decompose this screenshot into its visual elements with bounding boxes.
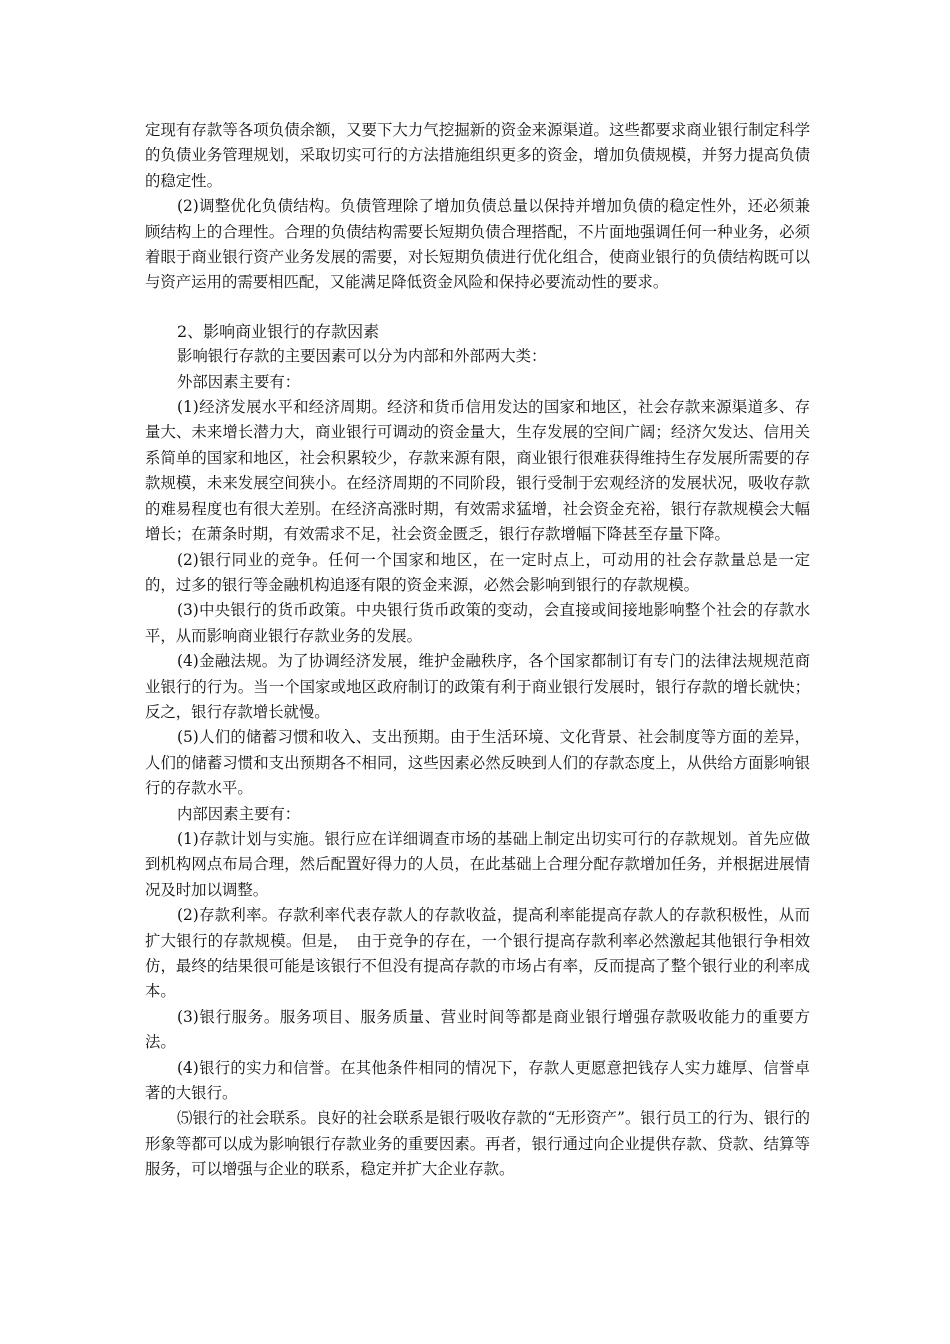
paragraph-external-5: (5)人们的储蓄习惯和收入、支出预期。由于生活环境、文化背景、社会制度等方面的差异，人们的储蓄习惯和支出预期各不相同，这些因素必然反映到人们的存款态度上，从供给方面影响银行的存款水平。 [145,728,810,798]
paragraph-factors-intro: 影响银行存款的主要因素可以分为内部和外部两大类： [177,347,547,366]
paragraph-internal-2: (2)存款利率。存款利率代表存款人的存款收益，提高利率能提高存款人的存款积极性，从而扩大银行的存款规模。但是， 由于竞争的存在，一个银行提高存款利率必然激起其他银行争相效仿，最终的结果很可能是该银行不但没有提高存款的市场占有率，反而提高了整个银行业的利率成本。 [145,906,810,1001]
paragraph-internal-3: (3)银行服务。服务项目、服务质量、营业时间等都是商业银行增强存款吸收能力的重要方法。 [145,1007,810,1052]
paragraph-external-4: (4)金融法规。为了协调经济发展，维护金融秩序，各个国家都制订有专门的法律法规规范商业银行的行为。当一个国家或地区政府制订的政策有利于商业银行发展时，银行存款的增长就快；反之，银行存款增长就慢。 [145,652,810,721]
section-heading-deposit-factors: 2、影响商业银行的存款因素 [177,321,380,341]
paragraph-internal-5: ⑸银行的社会联系。良好的社会联系是银行吸收存款的“无形资产”。银行员工的行为、银行的形象等都可以成为影响银行存款业务的重要因素。再者，银行通过向企业提供存款、贷款、结算等服务，可以增强与企业的联系，稳定并扩大企业存款。 [145,1109,810,1179]
paragraph-external-1: (1)经济发展水平和经济周期。经济和货币信用发达的国家和地区，社会存款来源渠道多、存量大、未来增长潜力大，商业银行可调动的资金量大，生存发展的空间广阔；经济欠发达、信用关系简单的国家和地区，社会积累较少，存款来源有限，商业银行很难获得维持生存发展所需要的存款规模，未来发展空间狭小。在经济周期的不同阶段，银行受制于宏观经济的发展状况，吸收存款的难易程度也有很大差别。在经济高涨时期，有效需求猛增，社会资金充裕，银行存款规模会大幅增长；在萧条时期，有效需求不足，社会资金匮乏，银行存款增幅下降甚至存量下降。 [145,398,810,544]
paragraph-internal-4: (4)银行的实力和信誉。在其他条件相同的情况下，存款人更愿意把钱存人实力雄厚、信誉卓著的大银行。 [145,1058,810,1103]
paragraph-external-2: (2)银行同业的竞争。任何一个国家和地区，在一定时点上，可动用的社会存款量总是一定的，过多的银行等金融机构追逐有限的资金来源，必然会影响到银行的存款规模。 [145,550,810,594]
paragraph-optimize-liability-structure: (2)调整优化负债结构。负债管理除了增加负债总量以保持并增加负债的稳定性外，还必须兼顾结构上的合理性。合理的负债结构需要长短期负债合理搭配，不片面地强调任何一种业务，必须着眼于商业银行资产业务发展的需要，对长短期负债进行优化组合，使商业银行的负债结构既可以与资产运用的需要相匹配，又能满足降低资金风险和保持必要流动性的要求。 [145,197,810,292]
document-body [145,118,810,1183]
paragraph-continuation: 定现有存款等各项负债余额，又要下大力气挖掘新的资金来源渠道。这些都要求商业银行制定科学的负债业务管理规划，采取切实可行的方法措施组织更多的资金，增加负债规模，并努力提高负债的稳定性。 [145,121,810,190]
paragraph-internal-factors-label: 内部因素主要有： [177,804,301,823]
paragraph-external-3: (3)中央银行的货币政策。中央银行货币政策的变动，会直接或间接地影响整个社会的存款水平，从而影响商业银行存款业务的发展。 [145,601,810,645]
paragraph-external-factors-label: 外部因素主要有： [177,372,301,391]
paragraph-internal-1: (1)存款计划与实施。银行应在详细调查市场的基础上制定出切实可行的存款规划。首先应做到机构网点布局合理，然后配置好得力的人员，在此基础上合理分配存款增加任务，并根据进展情况及时加以调整。 [145,829,810,899]
